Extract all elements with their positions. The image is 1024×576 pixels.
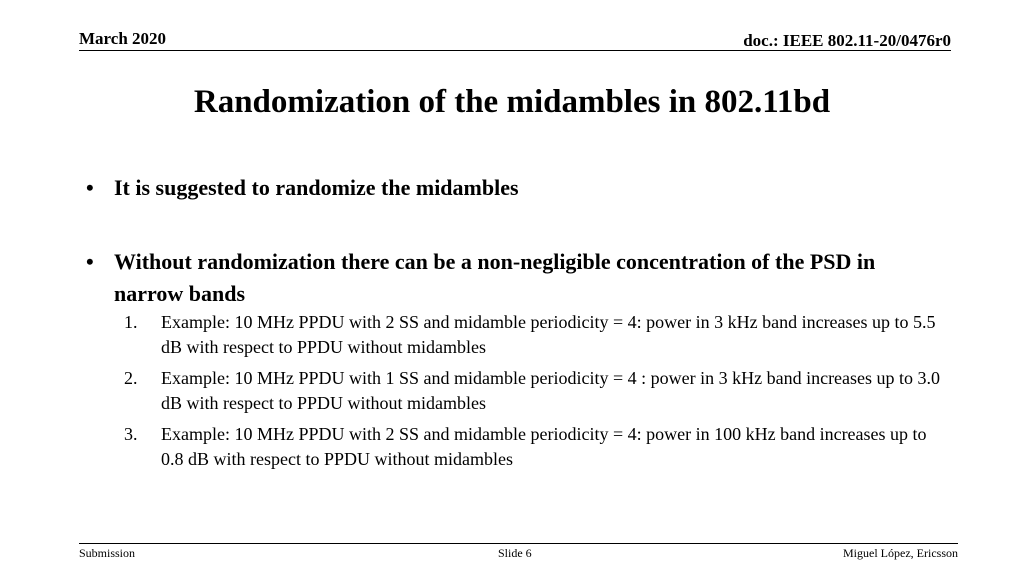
footer-slide-number: Slide 6: [498, 546, 532, 560]
sublist-number: 1.: [124, 312, 138, 332]
bullet-text: It is suggested to randomize the midambles: [114, 175, 519, 200]
sublist-text: Example: 10 MHz PPDU with 2 SS and midamble periodicity = 4: power in 3 kHz band increases up to 5.5 dB with respect to PPDU without midambles: [161, 312, 936, 357]
footer-author: Miguel López, Ericsson: [843, 546, 958, 560]
numbered-sublist: [86, 310, 946, 472]
sublist-text: Example: 10 MHz PPDU with 2 SS and midamble periodicity = 4: power in 100 kHz band increases up to 0.8 dB with respect to PPDU without midambles: [161, 424, 927, 469]
sublist-item: [86, 422, 946, 472]
slide-title: Randomization of the midambles in 802.11bd: [193, 84, 831, 120]
bullet-item: [86, 246, 946, 310]
sublist-number: 3.: [124, 424, 138, 444]
header-divider: [79, 50, 951, 51]
header-date: March 2020: [79, 29, 167, 48]
bullet-text: Without randomization there can be a non-negligible concentration of the PSD in narrow bands: [114, 249, 876, 306]
header-doc-id: doc.: IEEE 802.11-20/0476r0: [743, 31, 951, 50]
bullet-icon: •: [86, 175, 94, 200]
footer-submission: Submission: [79, 546, 136, 560]
sublist-number: 2.: [124, 368, 138, 388]
bullet-icon: •: [86, 249, 94, 274]
sublist-text: Example: 10 MHz PPDU with 1 SS and midamble periodicity = 4 : power in 3 kHz band increases up to 3.0 dB with respect to PPDU without midambles: [161, 368, 941, 413]
slide-content: [86, 172, 946, 478]
sublist-item: [86, 366, 946, 416]
bullet-item: [86, 172, 946, 204]
sublist-item: [86, 310, 946, 360]
footer-divider: [79, 543, 958, 544]
